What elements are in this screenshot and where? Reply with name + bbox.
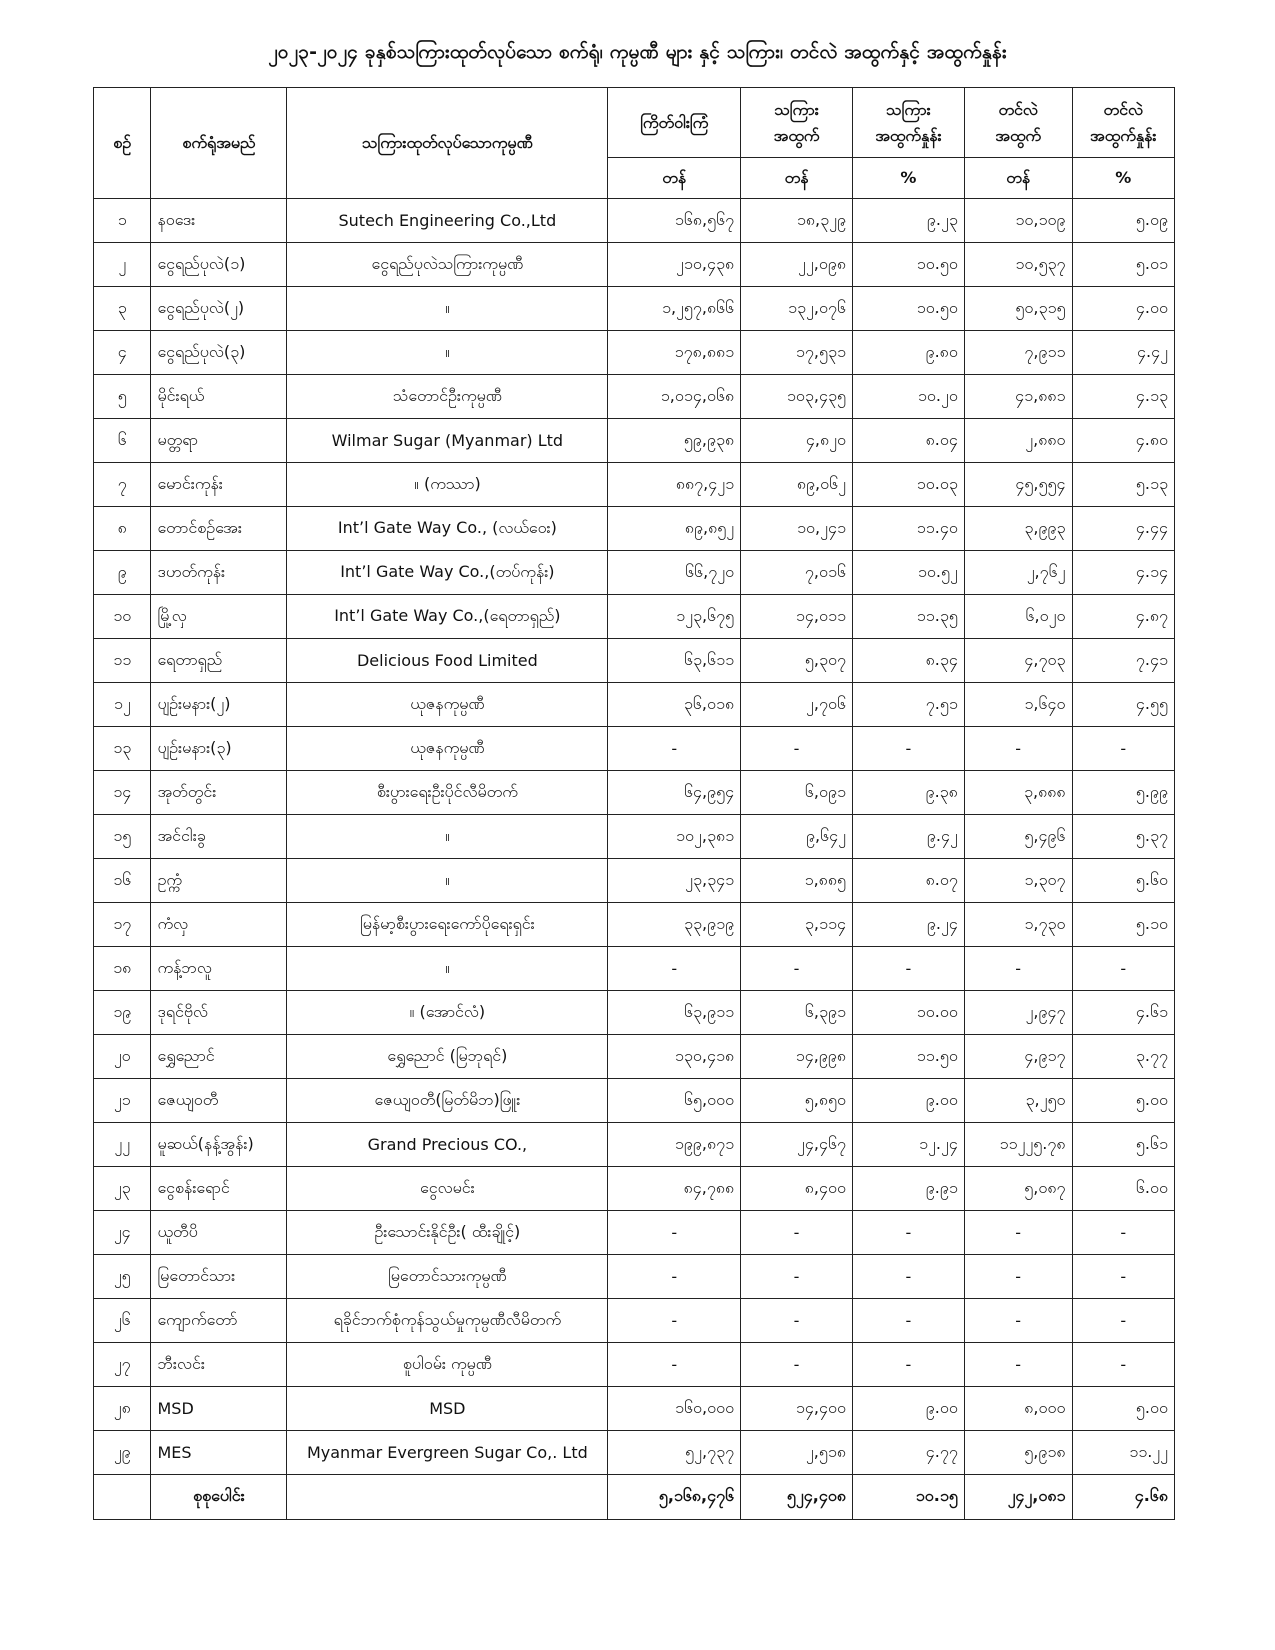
table-row xyxy=(94,199,1175,243)
cell-sugar: ၁၇,၅၃၁ xyxy=(741,331,853,375)
cell-molasses-rate: ၄.၄၂ xyxy=(1072,331,1175,375)
cell-molasses: ၁,၆၄၀ xyxy=(964,683,1072,727)
cell-sugar-rate: ၉.၉၁ xyxy=(852,1167,964,1211)
cell-mill: နဝဒေး xyxy=(151,199,287,243)
table-row xyxy=(94,1123,1175,1167)
cell-cane: - xyxy=(608,1343,741,1387)
table-row xyxy=(94,859,1175,903)
cell-molasses-rate: ၅.၃၇ xyxy=(1072,815,1175,859)
cell-cane: ၁၉၉,၈၇၁ xyxy=(608,1123,741,1167)
cell-molasses-rate: ၅.၀၁ xyxy=(1072,243,1175,287)
cell-sugar: - xyxy=(741,727,853,771)
table-row xyxy=(94,771,1175,815)
header-sugar-rate: သကြား အထွက်နှုန်း xyxy=(852,88,964,158)
cell-molasses: ၂,၇၆၂ xyxy=(964,551,1072,595)
cell-no: ၁၇ xyxy=(94,903,151,947)
table-row xyxy=(94,1431,1175,1475)
cell-company: ။ xyxy=(287,331,608,375)
cell-molasses: ၅၀,၃၁၅ xyxy=(964,287,1072,331)
table-row xyxy=(94,551,1175,595)
cell-cane: ၆၃,၆၁၁ xyxy=(608,639,741,683)
cell-company: ရခိုင်ဘက်စုံကုန်သွယ်မှုကုမ္ပဏီလီမိတက် xyxy=(287,1299,608,1343)
cell-no: ၁၅ xyxy=(94,815,151,859)
cell-molasses-rate: - xyxy=(1072,1343,1175,1387)
cell-cane: ၆၃,၉၁၁ xyxy=(608,991,741,1035)
cell-company: Wilmar Sugar (Myanmar) Ltd xyxy=(287,419,608,463)
cell-no: ၅ xyxy=(94,375,151,419)
total-cane: ၅,၁၆၈,၄၇၆ xyxy=(608,1475,741,1520)
cell-sugar-rate: ၁၀.၅၀ xyxy=(852,243,964,287)
cell-sugar: ၄,၈၂၀ xyxy=(741,419,853,463)
cell-molasses-rate: ၄.၈၇ xyxy=(1072,595,1175,639)
cell-molasses-rate: ၄.၆၁ xyxy=(1072,991,1175,1035)
cell-mill: အုတ်တွင်း xyxy=(151,771,287,815)
cell-molasses-rate: ၄.၅၅ xyxy=(1072,683,1175,727)
cell-sugar: ၂၂,၀၉၈ xyxy=(741,243,853,287)
cell-cane: - xyxy=(608,1255,741,1299)
cell-no: ၂၆ xyxy=(94,1299,151,1343)
cell-molasses: ၃,၉၉၃ xyxy=(964,507,1072,551)
cell-molasses: ၄၅,၅၅၄ xyxy=(964,463,1072,507)
cell-molasses: ၅,၉၁၈ xyxy=(964,1431,1072,1475)
cell-cane: ၆၆,၇၂၀ xyxy=(608,551,741,595)
cell-no: ၁၆ xyxy=(94,859,151,903)
cell-molasses-rate: ၄.၄၄ xyxy=(1072,507,1175,551)
cell-molasses-rate: ၇.၄၁ xyxy=(1072,639,1175,683)
table-row xyxy=(94,1167,1175,1211)
cell-no: ၉ xyxy=(94,551,151,595)
table-row xyxy=(94,991,1175,1035)
cell-molasses-rate: ၅.၁၀ xyxy=(1072,903,1175,947)
cell-sugar-rate: - xyxy=(852,947,964,991)
cell-molasses: ၄၁,၈၈၁ xyxy=(964,375,1072,419)
cell-sugar: ၁၄,၄၀၀ xyxy=(741,1387,853,1431)
cell-company: ။ xyxy=(287,859,608,903)
table-row xyxy=(94,1211,1175,1255)
cell-cane: ၁၇၈,၈၈၁ xyxy=(608,331,741,375)
cell-company: ။ (ကဿာ) xyxy=(287,463,608,507)
cell-cane: ၁၆၈,၅၆၇ xyxy=(608,199,741,243)
cell-company: Int’l Gate Way Co.,(ရေတာရှည်) xyxy=(287,595,608,639)
table-row xyxy=(94,1079,1175,1123)
cell-cane: ၈၄,၇၈၈ xyxy=(608,1167,741,1211)
total-sugar-rate: ၁၀.၁၅ xyxy=(852,1475,964,1520)
table-row xyxy=(94,727,1175,771)
cell-molasses: - xyxy=(964,947,1072,991)
cell-molasses: ၄,၉၁၇ xyxy=(964,1035,1072,1079)
page-title: ၂၀၂၃-၂၀၂၄ ခုနှစ်သကြားထုတ်လုပ်သော စက်ရုံ၊ ကုမ္ပဏီ များ နှင့် သကြား၊ တင်လဲ အထွက်နှင့် အထွက်နှုန်း xyxy=(268,41,1007,63)
cell-company: ။ xyxy=(287,287,608,331)
cell-molasses-rate: ၃.၇၇ xyxy=(1072,1035,1175,1079)
cell-mill: ကံလှ xyxy=(151,903,287,947)
cell-cane: ၂၁၀,၄၃၈ xyxy=(608,243,741,287)
cell-sugar: ၁၈,၃၂၉ xyxy=(741,199,853,243)
cell-company: Int’l Gate Way Co.,(တပ်ကုန်း) xyxy=(287,551,608,595)
cell-company: စူပါဝမ်း ကုမ္ပဏီ xyxy=(287,1343,608,1387)
cell-mill: ယူတီပိ xyxy=(151,1211,287,1255)
cell-molasses: - xyxy=(964,1343,1072,1387)
cell-company: ယုဇနကုမ္ပဏီ xyxy=(287,727,608,771)
cell-sugar-rate: ၁၀.၀၀ xyxy=(852,991,964,1035)
cell-molasses-rate: ၄.၈၀ xyxy=(1072,419,1175,463)
cell-no: ၁၄ xyxy=(94,771,151,815)
cell-company: ။ xyxy=(287,947,608,991)
cell-sugar-rate: ၄.၇၇ xyxy=(852,1431,964,1475)
cell-sugar: ၁၀၃,၄၃၅ xyxy=(741,375,853,419)
cell-sugar: ၃,၁၁၄ xyxy=(741,903,853,947)
cell-mill: ဒဟတ်ကုန်း xyxy=(151,551,287,595)
cell-sugar: - xyxy=(741,1343,853,1387)
cell-sugar-rate: ၉.၀၀ xyxy=(852,1079,964,1123)
cell-no: ၆ xyxy=(94,419,151,463)
header-company: သကြားထုတ်လုပ်သောကုမ္ပဏီ xyxy=(287,88,608,199)
cell-molasses: ၈,၀၀၀ xyxy=(964,1387,1072,1431)
cell-sugar: ၇,၀၁၆ xyxy=(741,551,853,595)
cell-molasses-rate: ၁၁.၂၂ xyxy=(1072,1431,1175,1475)
table-row xyxy=(94,1035,1175,1079)
cell-company: Delicious Food Limited xyxy=(287,639,608,683)
cell-mill: ငွေရည်ပုလဲ(၁) xyxy=(151,243,287,287)
cell-molasses: - xyxy=(964,727,1072,771)
cell-no: ၂၇ xyxy=(94,1343,151,1387)
cell-company: သံတောင်ဦးကုမ္ပဏီ xyxy=(287,375,608,419)
cell-sugar: - xyxy=(741,947,853,991)
cell-molasses-rate: ၅.၀၀ xyxy=(1072,1079,1175,1123)
table-row xyxy=(94,903,1175,947)
table-row xyxy=(94,287,1175,331)
cell-cane: ၁၂၃,၆၇၅ xyxy=(608,595,741,639)
cell-sugar-rate: - xyxy=(852,727,964,771)
cell-sugar-rate: - xyxy=(852,1343,964,1387)
cell-company: စီးပွားရေးဦးပိုင်လီမိတက် xyxy=(287,771,608,815)
cell-no: ၁ xyxy=(94,199,151,243)
cell-mill: ရွှေညောင် xyxy=(151,1035,287,1079)
cell-molasses: ၂,၉၄၇ xyxy=(964,991,1072,1035)
cell-sugar-rate: ၁၀.၅၀ xyxy=(852,287,964,331)
cell-cane: - xyxy=(608,727,741,771)
cell-molasses: ၆,၀၂၀ xyxy=(964,595,1072,639)
cell-company: ။ (အောင်လံ) xyxy=(287,991,608,1035)
cell-no: ၁၂ xyxy=(94,683,151,727)
cell-molasses-rate: ၅.၆၁ xyxy=(1072,1123,1175,1167)
cell-no: ၂ xyxy=(94,243,151,287)
cell-no: ၂၀ xyxy=(94,1035,151,1079)
cell-molasses: - xyxy=(964,1299,1072,1343)
table-row xyxy=(94,1343,1175,1387)
cell-sugar-rate: ၈.၀၄ xyxy=(852,419,964,463)
cell-molasses: ၅,၄၉၆ xyxy=(964,815,1072,859)
cell-no: ၂၈ xyxy=(94,1387,151,1431)
cell-mill: ပျဉ်းမနား(၃) xyxy=(151,727,287,771)
header-row xyxy=(94,88,1175,158)
cell-molasses-rate: ၄.၁၄ xyxy=(1072,551,1175,595)
header-sugar-output: သကြား အထွက် xyxy=(741,88,853,158)
total-molasses: ၂၄၂,၀၈၁ xyxy=(964,1475,1072,1520)
cell-molasses-rate: - xyxy=(1072,1255,1175,1299)
cell-sugar-rate: ၁၁.၅၀ xyxy=(852,1035,964,1079)
cell-mill: ငွေစန်းရောင် xyxy=(151,1167,287,1211)
cell-cane: - xyxy=(608,1299,741,1343)
cell-sugar-rate: ၉.၈၀ xyxy=(852,331,964,375)
cell-mill: မောင်းကုန်း xyxy=(151,463,287,507)
table-row xyxy=(94,463,1175,507)
cell-molasses-rate: ၅.၆၀ xyxy=(1072,859,1175,903)
cell-sugar: ၈၉,၀၆၂ xyxy=(741,463,853,507)
cell-no: ၂၉ xyxy=(94,1431,151,1475)
cell-molasses-rate: ၅.၀၉ xyxy=(1072,199,1175,243)
cell-company: ရွှေညောင် (မြဘုရင်) xyxy=(287,1035,608,1079)
cell-sugar-rate: ၉.၃၈ xyxy=(852,771,964,815)
cell-mill: အင်ငါးခွ xyxy=(151,815,287,859)
cell-sugar-rate: ၉.၂၃ xyxy=(852,199,964,243)
cell-company: Myanmar Evergreen Sugar Co,. Ltd xyxy=(287,1431,608,1475)
cell-mill: ရေတာရှည် xyxy=(151,639,287,683)
table-row xyxy=(94,243,1175,287)
cell-molasses-rate: ၅.၉၉ xyxy=(1072,771,1175,815)
unit-cell: % xyxy=(852,158,964,199)
table-row xyxy=(94,947,1175,991)
cell-sugar: ၅,၃၀၇ xyxy=(741,639,853,683)
cell-mill: ငွေရည်ပုလဲ(၃) xyxy=(151,331,287,375)
cell-cane: ၈၈၇,၄၂၁ xyxy=(608,463,741,507)
cell-molasses-rate: - xyxy=(1072,727,1175,771)
cell-sugar-rate: ၁၂.၂၄ xyxy=(852,1123,964,1167)
cell-cane: ၆၅,၀၀၀ xyxy=(608,1079,741,1123)
sugar-production-table xyxy=(93,87,1175,1520)
cell-molasses-rate: ၅.၁၃ xyxy=(1072,463,1175,507)
cell-sugar: - xyxy=(741,1299,853,1343)
cell-company: ယုဇနကုမ္ပဏီ xyxy=(287,683,608,727)
cell-sugar-rate: ၇.၅၁ xyxy=(852,683,964,727)
cell-cane: ၁,၂၅၇,၈၆၆ xyxy=(608,287,741,331)
cell-no: ၁၃ xyxy=(94,727,151,771)
cell-sugar: ၁၀,၂၄၁ xyxy=(741,507,853,551)
header-molasses-output: တင်လဲ အထွက် xyxy=(964,88,1072,158)
cell-mill: MSD xyxy=(151,1387,287,1431)
cell-sugar-rate: ၈.၃၄ xyxy=(852,639,964,683)
cell-mill: မြို့လှ xyxy=(151,595,287,639)
cell-sugar-rate: ၁၀.၀၃ xyxy=(852,463,964,507)
cell-sugar-rate: ၉.၄၂ xyxy=(852,815,964,859)
cell-sugar: ၁၃၂,၀၇၆ xyxy=(741,287,853,331)
cell-mill: ဇေယျဝတီ xyxy=(151,1079,287,1123)
table-row xyxy=(94,639,1175,683)
table-row xyxy=(94,1255,1175,1299)
cell-mill: မြတောင်သား xyxy=(151,1255,287,1299)
cell-sugar-rate: ၉.၂၄ xyxy=(852,903,964,947)
table-row xyxy=(94,1387,1175,1431)
cell-molasses: ၃,၂၅၀ xyxy=(964,1079,1072,1123)
cell-company: Sutech Engineering Co.,Ltd xyxy=(287,199,608,243)
cell-molasses: ၂,၈၈၀ xyxy=(964,419,1072,463)
cell-sugar: ၁၄,၀၁၁ xyxy=(741,595,853,639)
cell-company: ငွေရည်ပုလဲသကြားကုမ္ပဏီ xyxy=(287,243,608,287)
cell-molasses: ၁,၇၃၀ xyxy=(964,903,1072,947)
cell-sugar-rate: ၈.၀၇ xyxy=(852,859,964,903)
cell-cane: ၈၉,၈၅၂ xyxy=(608,507,741,551)
cell-company: Int’l Gate Way Co., (လယ်ဝေး) xyxy=(287,507,608,551)
cell-sugar: ၆,၀၉၁ xyxy=(741,771,853,815)
cell-sugar: ၆,၃၉၁ xyxy=(741,991,853,1035)
cell-mill: မူဆယ်(နန့်အွန်း) xyxy=(151,1123,287,1167)
total-label: စုစုပေါင်း xyxy=(151,1475,287,1520)
cell-company: မြန်မာ့စီးပွားရေးကော်ပိုရေးရှင်း xyxy=(287,903,608,947)
cell-cane: ၁,၀၁၄,၀၆၈ xyxy=(608,375,741,419)
cell-sugar: ၉,၆၄၂ xyxy=(741,815,853,859)
total-molasses-rate: ၄.၆၈ xyxy=(1072,1475,1175,1520)
cell-company: ဦးသောင်းနိုင်ဦး( ထီးချိုင့်) xyxy=(287,1211,608,1255)
cell-mill: မတ္တရာ xyxy=(151,419,287,463)
cell-molasses-rate: - xyxy=(1072,947,1175,991)
cell-sugar: ၁၄,၉၉၈ xyxy=(741,1035,853,1079)
cell-mill: MES xyxy=(151,1431,287,1475)
table-row xyxy=(94,595,1175,639)
cell-sugar: ၂၄,၄၆၇ xyxy=(741,1123,853,1167)
cell-molasses: ၁,၃၀၇ xyxy=(964,859,1072,903)
cell-molasses-rate: - xyxy=(1072,1299,1175,1343)
cell-no: ၁၈ xyxy=(94,947,151,991)
total-row xyxy=(94,1475,1175,1520)
cell-mill: ကျောက်တော် xyxy=(151,1299,287,1343)
cell-company: MSD xyxy=(287,1387,608,1431)
cell-cane: ၂၃,၃၄၁ xyxy=(608,859,741,903)
cell-molasses: ၇,၉၁၁ xyxy=(964,331,1072,375)
cell-molasses: - xyxy=(964,1255,1072,1299)
cell-molasses: ၁၀,၁၀၉ xyxy=(964,199,1072,243)
cell-sugar-rate: - xyxy=(852,1211,964,1255)
cell-molasses-rate: ၄.၀၀ xyxy=(1072,287,1175,331)
cell-no: ၇ xyxy=(94,463,151,507)
cell-molasses: - xyxy=(964,1211,1072,1255)
cell-no: ၁၁ xyxy=(94,639,151,683)
unit-cell: % xyxy=(1072,158,1175,199)
cell-cane: ၅၂,၇၃၇ xyxy=(608,1431,741,1475)
cell-sugar: ၈,၄၀၀ xyxy=(741,1167,853,1211)
cell-cane: - xyxy=(608,947,741,991)
table-row xyxy=(94,375,1175,419)
cell-sugar: ၅,၈၅၀ xyxy=(741,1079,853,1123)
cell-sugar: - xyxy=(741,1255,853,1299)
cell-mill: တောင်စဉ်အေး xyxy=(151,507,287,551)
cell-molasses-rate: ၅.၀၀ xyxy=(1072,1387,1175,1431)
cell-cane: ၃၆,၀၁၈ xyxy=(608,683,741,727)
cell-no: ၂၅ xyxy=(94,1255,151,1299)
cell-company: ။ xyxy=(287,815,608,859)
cell-no: ၂၄ xyxy=(94,1211,151,1255)
cell-molasses-rate: ၄.၁၃ xyxy=(1072,375,1175,419)
table-row xyxy=(94,331,1175,375)
table-body xyxy=(94,199,1175,1475)
cell-no: ၄ xyxy=(94,331,151,375)
cell-company: Grand Precious CO., xyxy=(287,1123,608,1167)
cell-sugar-rate: ၁၁.၄၀ xyxy=(852,507,964,551)
table-row xyxy=(94,683,1175,727)
header-mill: စက်ရုံအမည် xyxy=(151,88,287,199)
unit-cell: တန် xyxy=(964,158,1072,199)
cell-molasses: ၄,၇၀၃ xyxy=(964,639,1072,683)
table-row xyxy=(94,419,1175,463)
cell-mill: ငွေရည်ပုလဲ(၂) xyxy=(151,287,287,331)
cell-mill: ဒုရင်ဗိုလ် xyxy=(151,991,287,1035)
cell-cane: ၅၉,၉၃၈ xyxy=(608,419,741,463)
cell-molasses: ၃,၈၈၈ xyxy=(964,771,1072,815)
total-sugar: ၅၂၄,၄၀၈ xyxy=(741,1475,853,1520)
cell-sugar: ၂,၅၁၈ xyxy=(741,1431,853,1475)
cell-no: ၂၁ xyxy=(94,1079,151,1123)
cell-no: ၁၉ xyxy=(94,991,151,1035)
cell-sugar: ၁,၈၈၅ xyxy=(741,859,853,903)
cell-company: ငွေလမင်း xyxy=(287,1167,608,1211)
cell-mill: ကန့်ဘလူ xyxy=(151,947,287,991)
cell-no: ၃ xyxy=(94,287,151,331)
cell-cane: ၁၃၀,၄၁၈ xyxy=(608,1035,741,1079)
cell-cane: - xyxy=(608,1211,741,1255)
cell-no: ၁၀ xyxy=(94,595,151,639)
cell-no: ၈ xyxy=(94,507,151,551)
cell-company: မြတောင်သားကုမ္ပဏီ xyxy=(287,1255,608,1299)
cell-mill: မိုင်းရယ် xyxy=(151,375,287,419)
header-molasses-rate: တင်လဲ အထွက်နှုန်း xyxy=(1072,88,1175,158)
cell-molasses: ၁၀,၅၃၇ xyxy=(964,243,1072,287)
cell-no: ၂၂ xyxy=(94,1123,151,1167)
cell-sugar-rate: - xyxy=(852,1255,964,1299)
unit-cell: တန် xyxy=(741,158,853,199)
cell-sugar-rate: - xyxy=(852,1299,964,1343)
cell-sugar: - xyxy=(741,1211,853,1255)
cell-mill: ဘီးလင်း xyxy=(151,1343,287,1387)
cell-cane: ၁၆၀,၀၀၀ xyxy=(608,1387,741,1431)
cell-cane: ၁၀၂,၃၈၁ xyxy=(608,815,741,859)
cell-sugar-rate: ၁၀.၂၀ xyxy=(852,375,964,419)
cell-molasses: ၅,၀၈၇ xyxy=(964,1167,1072,1211)
unit-cell: တန် xyxy=(608,158,741,199)
table-row xyxy=(94,815,1175,859)
cell-mill: ဥက္ကံ xyxy=(151,859,287,903)
table-row xyxy=(94,1299,1175,1343)
cell-cane: ၃၃,၉၁၉ xyxy=(608,903,741,947)
cell-molasses-rate: ၆.၀၀ xyxy=(1072,1167,1175,1211)
cell-mill: ပျဉ်းမနား(၂) xyxy=(151,683,287,727)
cell-sugar-rate: ၁၀.၅၂ xyxy=(852,551,964,595)
cell-molasses-rate: - xyxy=(1072,1211,1175,1255)
cell-no: ၂၃ xyxy=(94,1167,151,1211)
table-row xyxy=(94,507,1175,551)
total-no xyxy=(94,1475,151,1520)
cell-molasses: ၁၁၂၂၅.၇၈ xyxy=(964,1123,1072,1167)
cell-cane: ၆၄,၉၅၄ xyxy=(608,771,741,815)
header-cane: ကြိတ်ဝါးကြံ xyxy=(608,88,741,158)
total-company xyxy=(287,1475,608,1520)
cell-sugar-rate: ၁၁.၃၅ xyxy=(852,595,964,639)
header-no: စဉ် xyxy=(94,88,151,199)
cell-sugar-rate: ၉.၀၀ xyxy=(852,1387,964,1431)
cell-company: ဇေယျဝတီ(မြတ်မိဘ)ဖြူး xyxy=(287,1079,608,1123)
cell-sugar: ၂,၇၀၆ xyxy=(741,683,853,727)
